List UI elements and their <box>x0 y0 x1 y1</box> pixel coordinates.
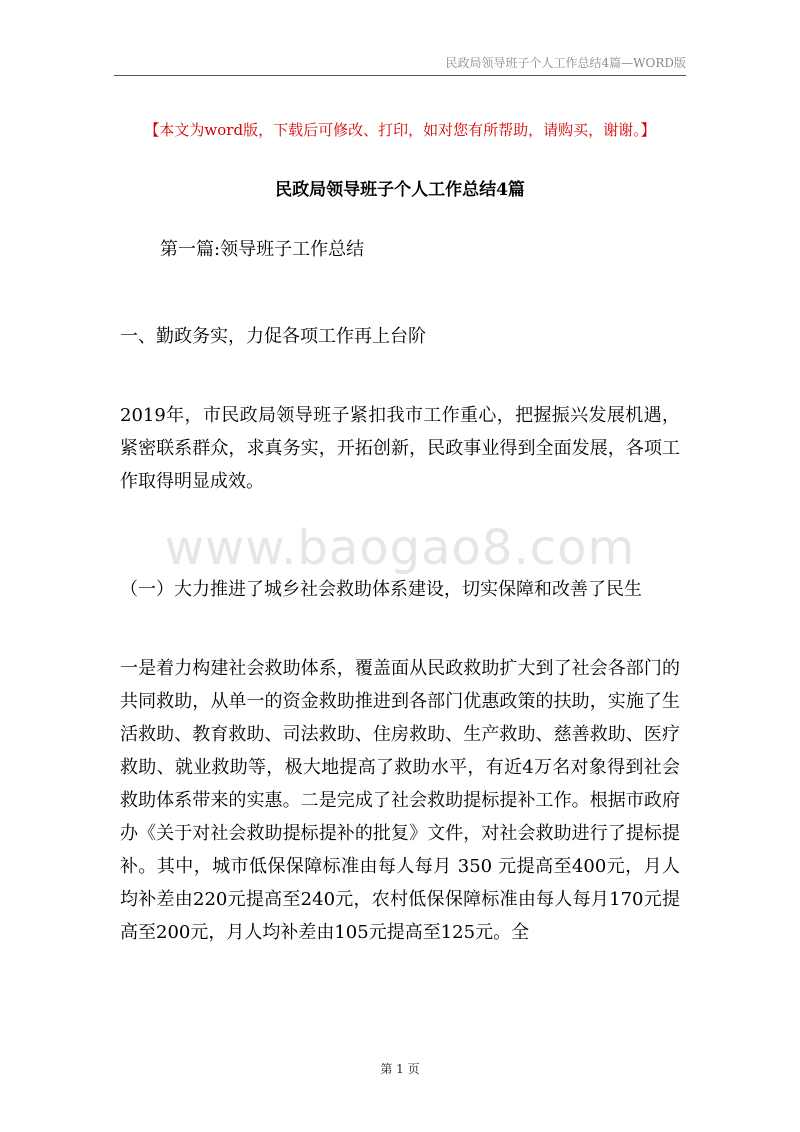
part-subtitle: 第一篇:领导班子工作总结 <box>160 239 365 260</box>
body-paragraph: 一是着力构建社会救助体系，覆盖面从民政救助扩大到了社会各部门的共同救助，从单一的资金救助推进到各部门优惠政策的扶助，实施了生活救助、教育救助、司法救助、住房救助、生产救助、慈善救助、医疗救助、就业救助等，极大地提高了救助水平，有近4万名对象得到社会救助体系带来的实惠。二是完成了社会救助提标提补工作。根据市政府办《关于对社会救助提标提补的批复》文件，对社会救助进行了提标提补。其中，城市低保保障标准由每人每月 350 元提高至400元，月人均补差由220元提高至240元，农村低保保障标准由每人每月170元提高至200元，月人均补差由105元提高至125元。全 <box>120 658 680 943</box>
body-paragraph: 2019年，市民政局领导班子紧扣我市工作重心，把握振兴发展机遇，紧密联系群众，求真务实，开拓创新，民政事业得到全面发展，各项工作取得明显成效。 <box>120 405 680 492</box>
purchase-notice: 【本文为word版，下载后可修改、打印，如对您有所帮助，请购买，谢谢。】 <box>144 121 656 139</box>
subsection-heading: （一）大力推进了城乡社会救助体系建设，切实保障和改善了民生 <box>120 579 642 600</box>
watermark: www.baogao8.com <box>164 520 636 576</box>
running-header: 民政局领导班子个人工作总结4篇—WORD版 <box>445 56 686 70</box>
document-title: 民政局领导班子个人工作总结4篇 <box>275 180 525 200</box>
section-heading: 一、勤政务实，力促各项工作再上台阶 <box>120 326 426 347</box>
page-number: 第 1 页 <box>380 1062 420 1076</box>
header-divider <box>114 75 686 76</box>
